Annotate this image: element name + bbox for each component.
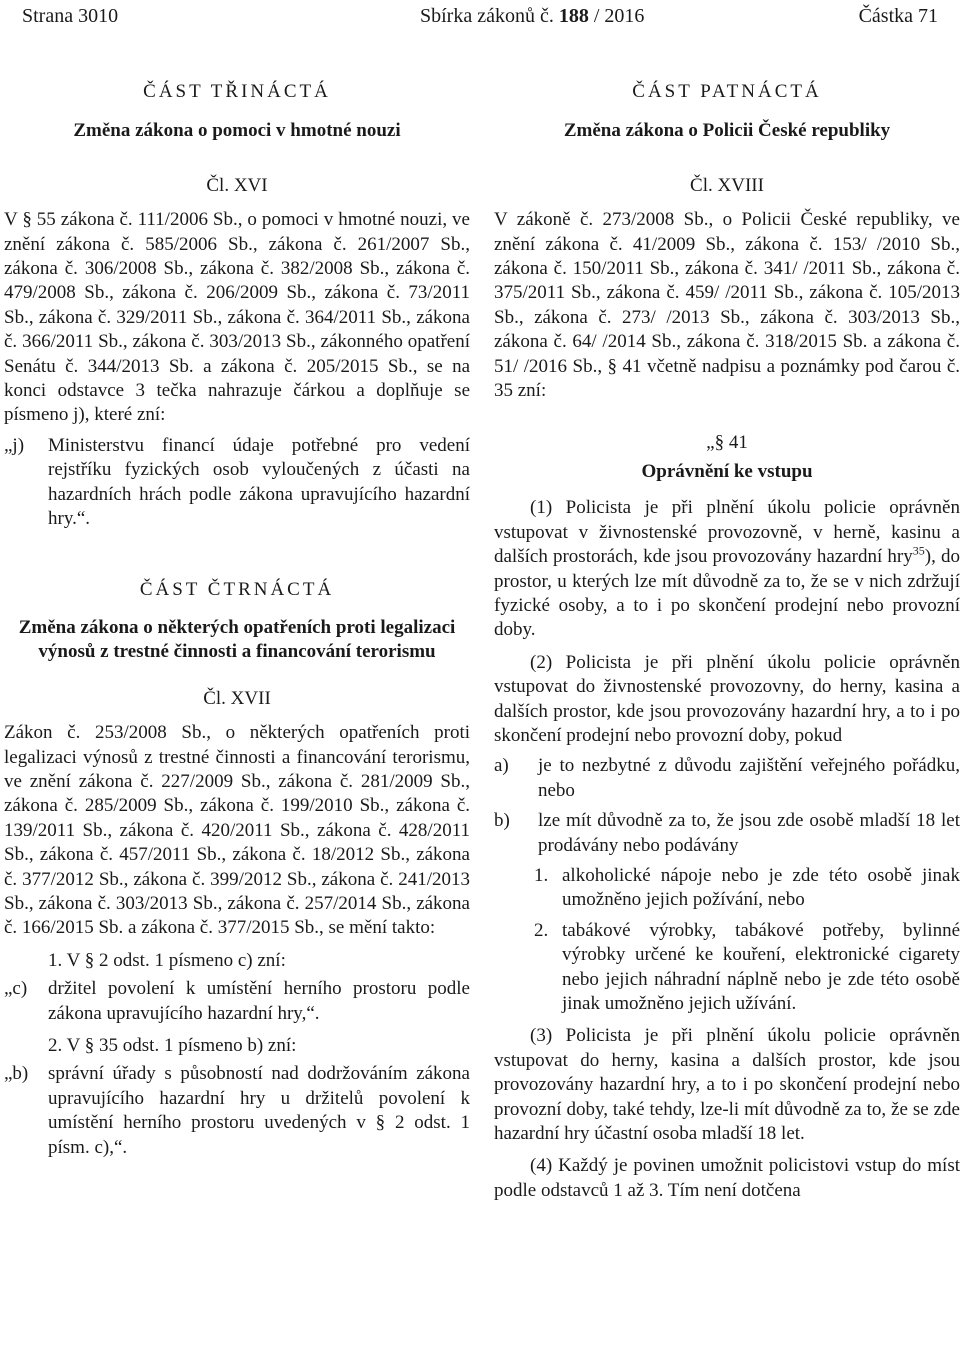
item-marker: „c) xyxy=(4,978,28,1000)
section-title: Oprávnění ke vstupu xyxy=(641,460,813,482)
part-subtitle: Změna zákona o některých opatřeních proti legalizaci výnosů z trestné činnosti a financování terorismu xyxy=(18,616,456,663)
item-marker: „j) xyxy=(4,434,25,456)
item-marker: 2. xyxy=(534,919,549,941)
part-title: ČÁST ČTRNÁCTÁ xyxy=(139,578,335,600)
item-marker: 1. xyxy=(534,864,549,886)
item-text: lze mít důvodně za to, že jsou zde osobě mladší 18 let prodávány nebo podávány xyxy=(538,810,960,856)
item-marker: „b) xyxy=(4,1063,29,1085)
amended-item xyxy=(4,977,470,1026)
sub-item xyxy=(494,864,960,913)
amendment-point: 1. V § 2 odst. 1 písmeno c) zní: xyxy=(48,949,286,971)
paragraph: (3) Policista je při plnění úkolu policie oprávněn vstupovat do herny, kasina a dalších prostor, kde jsou provozovány hazardní hry, a to i po skončení prodejní nebo provozní doby, také tehdy, lze-li mít důvodně za to, že se zde hazardní hry účastní osoba mladší 18 let. xyxy=(494,1025,960,1145)
item-text: alkoholické nápoje nebo je zde této osobě jinak umožněno jejich požívání, nebo xyxy=(562,864,960,911)
collection-title: Sbírka zákonů č. 188 / 2016 xyxy=(420,5,645,27)
item-text: správní úřady s působností nad dodržováním zákona upravujícího hazardní hry u držitelů povolení k umístění herního prostoru uvedených v § 2 odst. 1 písm. c),“. xyxy=(48,1063,470,1158)
paragraph: (4) Každý je povinen umožnit policistovi vstup do míst podle odstavců 1 až 3. Tím není dotčena xyxy=(494,1155,960,1201)
page-header xyxy=(0,4,960,30)
inserted-item xyxy=(4,434,470,532)
left-column xyxy=(4,80,470,1160)
article-text: V § 55 zákona č. 111/2006 Sb., o pomoci v hmotné nouzi, ve znění zákona č. 585/2006 Sb., zákona č. 261/2007 Sb., zákona č. 306/2008 Sb., zákona č. 382/2008 Sb., zákona č. 479/2008 Sb., zákona č. 206/2009 Sb., zákona č. 73/2011 Sb., zákona č. 329/2011 Sb., zákona č. 364/2011 Sb., zákona č. 366/2011 Sb., zákona č. 303/2013 Sb., zákonného opatření Senátu č. 344/2013 Sb. a zákona č. 205/2015 Sb., se na konci odstavce 3 tečka nahrazuje čárkou a doplňuje se písmeno j), které zní: xyxy=(4,209,470,426)
item-text: Ministerstvu financí údaje potřebné pro vedení rejstříku fyzických osob vyloučených z účasti na hazardních hrách podle zákona upravujícího hazardní hry.“. xyxy=(48,434,470,530)
item-text: držitel povolení k umístění herního prostoru podle zákona upravujícího hazardní hry,“. xyxy=(48,978,470,1024)
section-heading: „§ 41 xyxy=(706,432,748,454)
paragraph: (1) Policista je při plnění úkolu policie oprávněn vstupovat v živnostenské provozovně, v herně, kasinu a dalších prostorách, kde jsou provozovány hazardní hry$^{35}$), do prostor, u kterých lze mít důvodně za to, že se v nich zdržují fyzické osoby, a to i po skončení prodejní nebo provozní doby. xyxy=(494,497,960,641)
article-text: V zákoně č. 273/2008 Sb., o Policii České republiky, ve znění zákona č. 41/2009 Sb., zákona č. 153/ /2010 Sb., zákona č. 150/2011 Sb., zákona č. 341/ /2011 Sb., zákona č. 375/2011 Sb., zákona č. 459/ /2011 Sb., zákona č. 105/2013 Sb., zákona č. 273/ /2013 Sb., zákona č. 303/2013 Sb., zákona č. 64/ /2014 Sb., zákona č. 318/2015 Sb. a zákona č. 51/ /2016 Sb., § 41 včetně nadpisu a poznámky pod čarou č. 35 zní: xyxy=(494,209,960,402)
sub-item xyxy=(494,919,960,1017)
item-marker: a) xyxy=(494,755,509,777)
part-subtitle: Změna zákona o pomoci v hmotné nouzi xyxy=(73,120,401,142)
right-column xyxy=(494,80,960,1203)
amendment-point: 2. V § 35 odst. 1 písmeno b) zní: xyxy=(48,1035,297,1056)
article-heading: Čl. XVIII xyxy=(690,174,764,196)
issue-number: Částka 71 xyxy=(858,5,938,27)
part-title: ČÁST TŘINÁCTÁ xyxy=(143,81,331,102)
item-text: tabákové výrobky, tabákové potřeby, bylinné výrobky určené ke kouření, elektronické cigarety nebo jejich náhradní náplně nebo je zde této osobě jinak umožněno jejich užívání. xyxy=(562,919,960,1014)
law-number: 188 xyxy=(558,5,589,27)
paragraph: (2) Policista je při plnění úkolu policie oprávněn vstupovat do živnostenské provozovny, do herny, kasina a dalších prostor, kde jsou provozovány hazardní hry, a to i po skončení prodejní nebo provozní doby, pokud xyxy=(494,651,960,746)
item-marker: b) xyxy=(494,810,510,832)
article-heading: Čl. XVII xyxy=(203,687,271,709)
list-item xyxy=(494,754,960,803)
article-heading: Čl. XVI xyxy=(206,174,268,196)
part-subtitle: Změna zákona o Policii České republiky xyxy=(563,120,891,142)
amended-item xyxy=(4,1062,470,1160)
article-text: Zákon č. 253/2008 Sb., o některých opatřeních proti legalizaci výnosů z trestné činnosti a financování terorismu, ve znění zákona č. 227/2009 Sb., zákona č. 281/2009 Sb., zákona č. 285/2009 Sb., zákona č. 199/2010 Sb., zákona č. 139/2011 Sb., zákona č. 420/2011 Sb., zákona č. 428/2011 Sb., zákona č. 457/2011 Sb., zákona č. 18/2012 Sb., zákona č. 377/2012 Sb., zákona č. 399/2012 Sb., zákona č. 241/2013 Sb., zákona č. 303/2013 Sb., zákona č. 257/2014 Sb., zákona č. 166/2015 Sb. a zákona č. 377/2015 Sb., se mění takto: xyxy=(4,722,470,939)
footnote-ref: 35 xyxy=(912,543,925,558)
list-item xyxy=(494,809,960,858)
page-number: Strana 3010 xyxy=(22,5,119,27)
item-text: je to nezbytné z důvodu zajištění veřejného pořádku, nebo xyxy=(538,755,960,801)
part-title: ČÁST PATNÁCTÁ xyxy=(632,81,822,102)
